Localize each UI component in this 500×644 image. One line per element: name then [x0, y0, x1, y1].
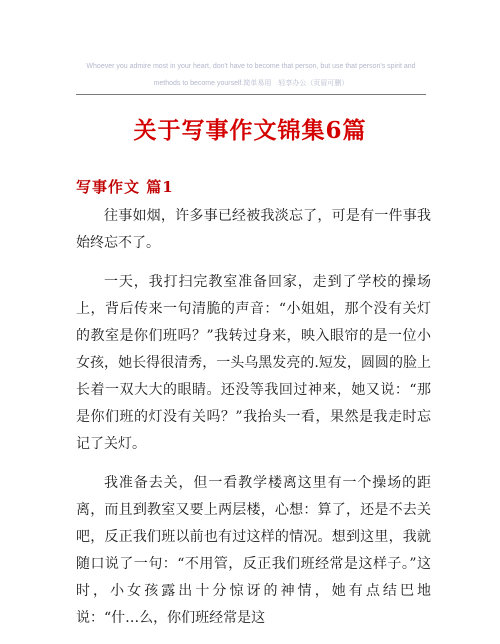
document-body — [76, 203, 431, 644]
document-title: 关于写事作文锦集6篇 — [133, 117, 367, 144]
paragraph: 一天，我打扫完教室准备回家，走到了学校的操场上，背后传来一句清脆的声音：“小姐姐，那个没有关灯的教室是你们班吗？”我转过身来，映入眼帘的是一位小女孩，她长得很清秀，一头乌黑发亮的.短发，圆圆的脸上长着一双大大的眼睛。还没等我回过神来，她又说：“那是你们班的灯没有关吗？”我抬头一看，果然是我走时忘记了关灯。 — [76, 274, 431, 452]
header-divider — [76, 94, 426, 95]
header-line-1: Whoever you admire most in your heart, don't have to become that person, but use that person's spirit and — [86, 63, 416, 70]
section-heading: 写事作文 篇1 — [76, 178, 174, 196]
page-header — [76, 58, 426, 92]
paragraph: 我准备去关，但一看教学楼离这里有一个操场的距离，而且到教室又要上两层楼，心想：算了，还是不去关吧，反正我们班以前也有过这样的情况。想到这里，我就随口说了一句：“不用管，反正我们班经常是这样子。”这时，小女孩露出十分惊讶的神情，她有点结巴地说：“什…么，你们班经常是这 — [76, 475, 431, 626]
header-line-2: methods to become yourself.简单易用 轻享办公（页眉可删） — [153, 80, 349, 87]
paragraph: 往事如烟，许多事已经被我淡忘了，可是有一件事我始终忘不了。 — [76, 208, 431, 251]
